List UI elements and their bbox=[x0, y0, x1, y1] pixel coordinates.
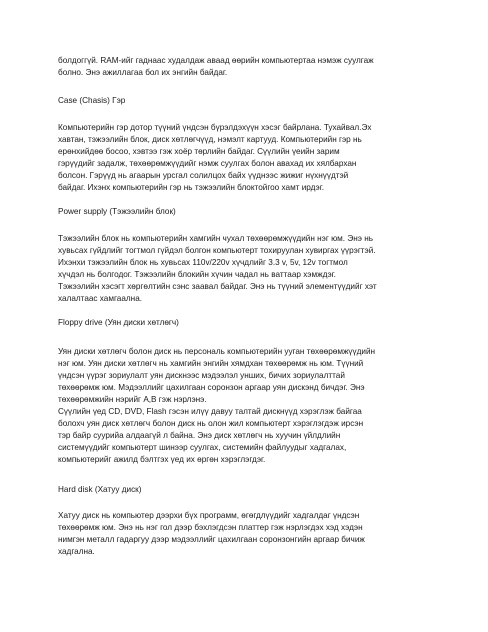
text-line: болохч уян диск хөтлөгч болон диск нь олон жил компьютерт хэрэглэгдэж ирсэн bbox=[58, 419, 364, 428]
text-line: Ихэнхи тэжээлийн блок нь хувьсах 110v/220v хүчдлийг 3.3 v, 5v, 12v тогтмол bbox=[58, 258, 348, 267]
text-line: Хатуу диск нь компьютер дээрхи бүх программ, өгөгдлүүдийг хадгалдаг үндсэн bbox=[58, 511, 360, 520]
case-paragraph bbox=[58, 122, 440, 194]
floppy-drive-paragraph bbox=[58, 346, 440, 466]
text-line: компьютерийг ажилд бэлтгэх үед их өргөн хэрэглэгдэг. bbox=[58, 455, 266, 464]
text-line: Тэжээлийн блок нь компьютерийн хамгийн чухал төхөөрөмжүүдийн нэг юм. Энэ нь bbox=[58, 234, 373, 243]
text-line: системүүдийг компьютерт шинээр суулгах, системийн файлуудыг хадгалах, bbox=[58, 443, 347, 452]
hard-disk-heading: Hard disk (Хатуу диск) bbox=[58, 485, 142, 494]
text-line: нэг юм. Уян диски хөтлөгч нь хамгийн энгийн хямдхан төхөөрөмж нь юм. Түүний bbox=[58, 359, 364, 368]
text-line: Уян диски хөтлөгч болон диск нь персональ компьютерийн ууган төхөөрөмжүүдийн bbox=[58, 347, 376, 356]
power-supply-heading: Power supply (Тэжээлийн блок) bbox=[58, 207, 176, 216]
text-line: хувьсах гүйдлийг тогтмол гүйдэл болгон компьютерт тохируулан хувиргах үүрэгтэй. bbox=[58, 246, 376, 255]
text-line: нимгэн металл гадаргуу дээр мэдээллийг цахилгаан соронзонгийн аргаар бичиж bbox=[58, 535, 365, 544]
text-line: Сүүлийн үед CD, DVD, Flash гэсэн илүү давуу талтай дискнүүд хэрэглэж байгаа bbox=[58, 407, 362, 416]
text-line: үндсэн үүрэг зориулалт уян дискнээс мэдээлэл унших, бичих зориулалттай bbox=[58, 371, 345, 380]
text-line: гэрүүдийг задалж, төхөөрөмжүүдийг нэмж суулгах болон авахад их хялбархан bbox=[58, 159, 357, 168]
text-line: төхөөрөмж юм. Мэдээллийг цахилгаан соронзон аргаар уян дискэнд бичдэг. Энэ bbox=[58, 383, 365, 392]
text-line: хүчдэл нь болгодог. Тэжээлийн блокийн хүчин чадал нь ваттаар хэмждэг. bbox=[58, 270, 336, 279]
text-line: Компьютерийн гэр дотор түүний үндсэн бүрэлдэхүүн хэсэг байрлана. Тухайвал.Эх bbox=[58, 123, 372, 132]
floppy-drive-heading: Floppy drive (Уян диски хөтлөгч) bbox=[58, 318, 179, 327]
text-line: болсон. Гэрүүд нь агаарын урсгал солилцох байх үүднээс жижиг нүхнүүдтэй bbox=[58, 171, 349, 180]
case-heading: Case (Chasis) Гэр bbox=[58, 96, 126, 105]
text-line: ерөнхийдөө босоо, хэвтээ гэж хоёр төрлийн байдаг. Сүүлийн үеийн зарим bbox=[58, 147, 340, 156]
text-line: хавтан, тэжээлийн блок, диск хөтлөгчүүд, нэмэлт картууд. Компьютерийн гэр нь bbox=[58, 135, 362, 144]
intro-paragraph bbox=[58, 55, 440, 79]
text-line: төхөөрөмж юм. Энэ нь нэг гол дээр бэхлэгдсэн платтер гэж нэрлэгдэх хэд хэдэн bbox=[58, 523, 363, 532]
power-supply-paragraph bbox=[58, 233, 440, 305]
text-line: халалтаас хамгаална. bbox=[58, 294, 143, 303]
text-line: байдаг. Ихэнх компьютерийн гэр нь тэжээлийн блоктойгоо хамт ирдэг. bbox=[58, 183, 324, 192]
text-line: тэр байр суурийа алдаагүй л байна. Энэ диск хөтлөгч нь хуучин үйлдлийн bbox=[58, 431, 341, 440]
text-line: хадгална. bbox=[58, 547, 95, 556]
text-line: болно. Энэ ажиллагаа бол их энгийн байдаг. bbox=[58, 68, 228, 77]
hard-disk-paragraph bbox=[58, 510, 440, 558]
text-line: болдоггүй. RAM-ийг гаднаас худалдаж аваад өөрийн компьютертаа нэмэж суулгаж bbox=[58, 56, 374, 65]
text-line: төхөөрөмжийн нэрийг А,В гэж нэрлэнэ. bbox=[58, 395, 207, 404]
text-line: Тэжээлийн хэсэгт хөргөлтийн сэнс заавал байдаг. Энэ нь түүний элементүүдийг хэт bbox=[58, 282, 377, 291]
